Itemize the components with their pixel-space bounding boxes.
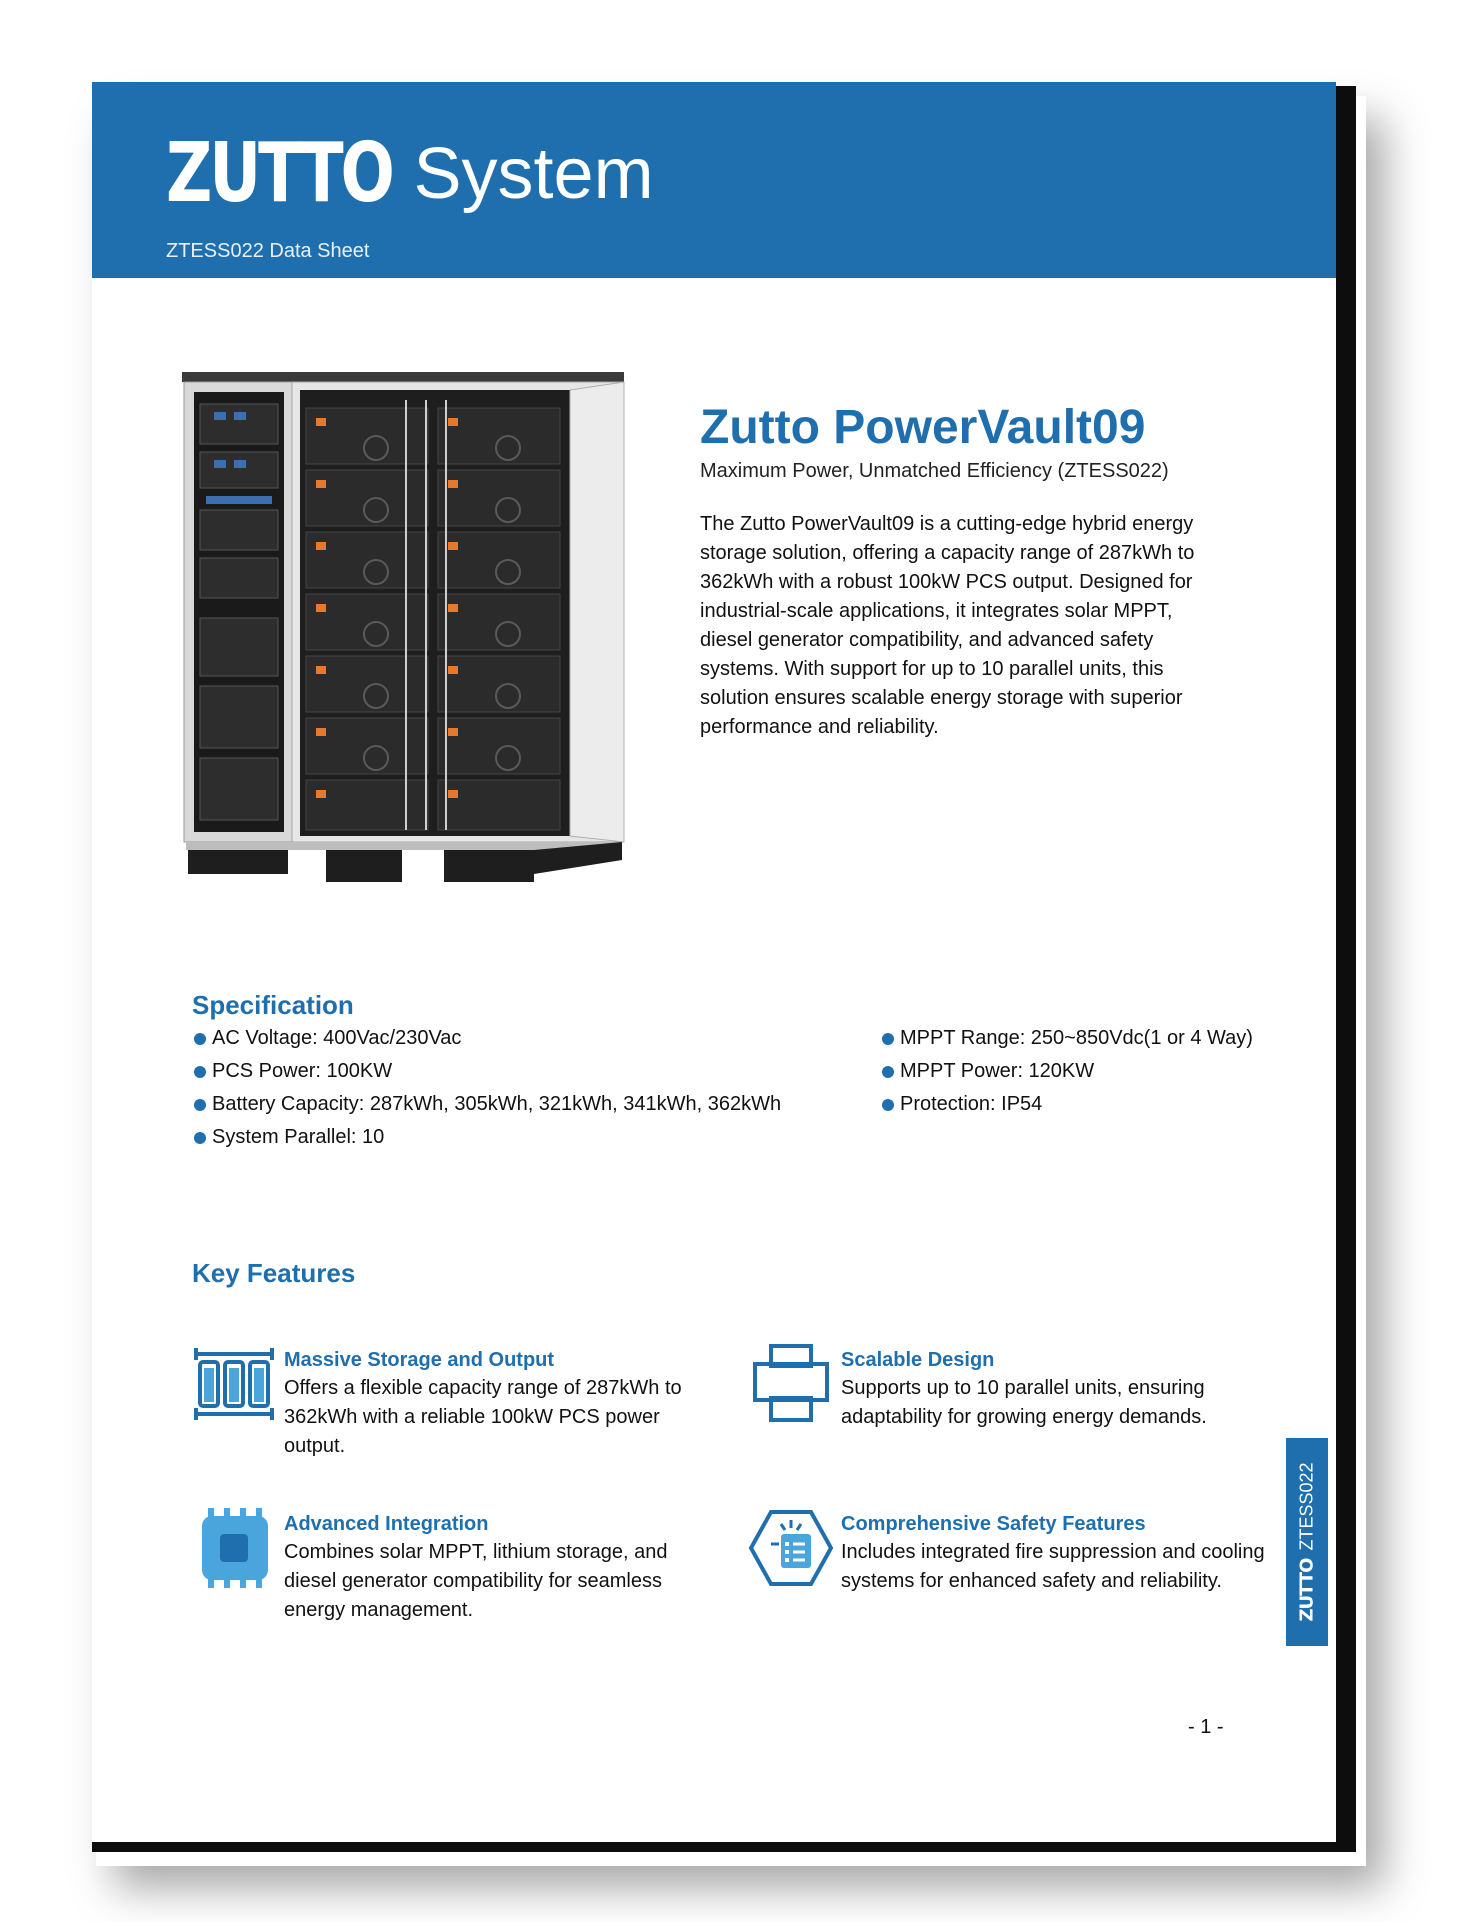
spec-list-left <box>192 1022 781 1154</box>
feature-text: Includes integrated fire suppression and cooling systems for enhanced safety and reliability. <box>841 1541 1265 1592</box>
brand-logo: ZUTTO <box>166 126 392 221</box>
feature-safety <box>841 1510 1281 1596</box>
feature-title: Scalable Design <box>841 1349 995 1371</box>
feature-title: Comprehensive Safety Features <box>841 1513 1146 1535</box>
page-number: - 1 - <box>1188 1716 1224 1738</box>
feature-scalable-design <box>841 1346 1281 1432</box>
product-title: Zutto PowerVault09 <box>700 401 1146 454</box>
safety-alert-icon <box>747 1504 835 1592</box>
feature-title: Advanced Integration <box>284 1513 489 1535</box>
spec-item: Protection: IP54 <box>880 1088 1253 1121</box>
battery-pack-icon <box>190 1340 278 1428</box>
product-tagline: Maximum Power, Unmatched Efficiency (ZTESS022) <box>700 460 1169 482</box>
page-shadow-right <box>1336 86 1356 1852</box>
side-tab <box>1286 1438 1328 1646</box>
feature-text: Supports up to 10 parallel units, ensuring adaptability for growing energy demands. <box>841 1377 1207 1428</box>
feature-text: Combines solar MPPT, lithium storage, and diesel generator compatibility for seamless energy management. <box>284 1541 668 1621</box>
spec-item: PCS Power: 100KW <box>192 1055 781 1088</box>
feature-massive-storage <box>284 1346 724 1461</box>
feature-advanced-integration <box>284 1510 724 1625</box>
spec-list-right <box>880 1022 1253 1121</box>
spec-item: AC Voltage: 400Vac/230Vac <box>192 1022 781 1055</box>
spec-item: Battery Capacity: 287kWh, 305kWh, 321kWh, 341kWh, 362kWh <box>192 1088 781 1121</box>
spec-item: MPPT Range: 250~850Vdc(1 or 4 Way) <box>880 1022 1253 1055</box>
chip-icon <box>190 1504 278 1592</box>
product-cabinet-image <box>176 360 626 910</box>
feature-title: Massive Storage and Output <box>284 1349 555 1371</box>
product-description: The Zutto PowerVault09 is a cutting-edge hybrid energy storage solution, offering a capacity range of 287kWh to 362kWh with a robust 100kW PCS output. Designed for industrial-scale applications, it integrates solar MPPT, diesel generator compatibility, and advanced safety systems. With support for up to 10 parallel units, this solution ensures scalable energy storage with superior performance and reliability. <box>700 513 1195 738</box>
spec-item: MPPT Power: 120KW <box>880 1055 1253 1088</box>
side-tab-code: ZTESS022 <box>1296 1462 1317 1551</box>
datasheet-page <box>92 82 1336 1842</box>
header-banner <box>92 82 1336 278</box>
brand-system-label: System <box>413 133 654 214</box>
side-tab-brand: ZUTTO <box>1296 1558 1318 1622</box>
brand-title <box>166 126 654 221</box>
specification-heading: Specification <box>192 990 354 1020</box>
stacked-modules-icon <box>747 1340 835 1428</box>
datasheet-subtitle: ZTESS022 Data Sheet <box>166 240 370 262</box>
spec-item: System Parallel: 10 <box>192 1121 781 1154</box>
key-features-heading: Key Features <box>192 1258 356 1288</box>
feature-text: Offers a flexible capacity range of 287kWh to 362kWh with a reliable 100kW PCS power output. <box>284 1377 682 1457</box>
